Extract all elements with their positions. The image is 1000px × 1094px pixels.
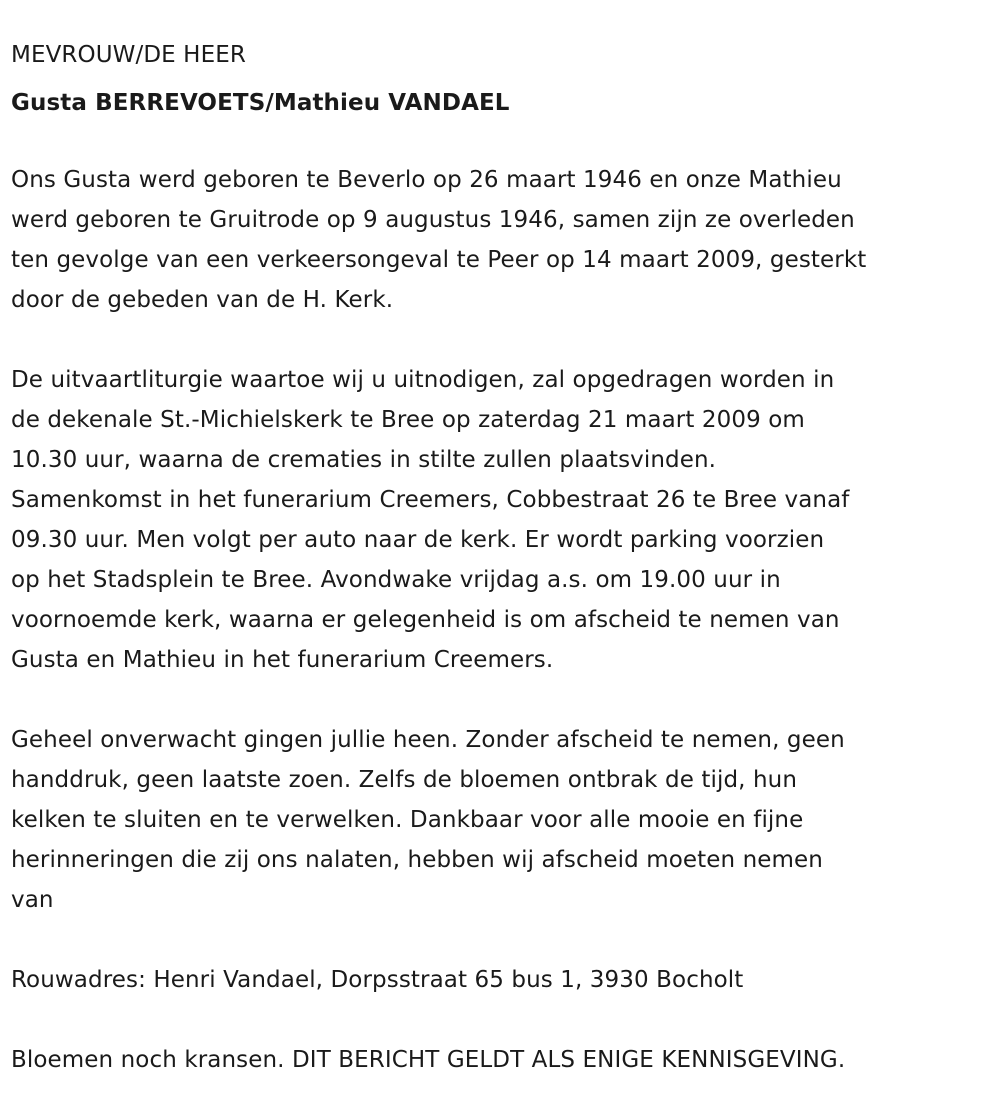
- text-line: kelken te sluiten en te verwelken. Dankbaar voor alle mooie en fijne: [11, 807, 804, 833]
- text-line: ten gevolge van een verkeersongeval te Peer op 14 maart 2009, gesterkt: [11, 247, 867, 273]
- paragraph-announcement: [11, 160, 1000, 320]
- deceased-names: Gusta BERREVOETS/Mathieu VANDAEL: [11, 90, 510, 116]
- text-line: 09.30 uur. Men volgt per auto naar de kerk. Er wordt parking voorzien: [11, 527, 825, 553]
- text-line: Gusta en Mathieu in het funerarium Creemers.: [11, 647, 554, 673]
- text-line: werd geboren te Gruitrode op 9 augustus 1946, samen zijn ze overleden: [11, 207, 855, 233]
- text-line: handdruk, geen laatste zoen. Zelfs de bloemen ontbrak de tijd, hun: [11, 767, 798, 793]
- paragraph-address: [11, 960, 1000, 1000]
- text-line: op het Stadsplein te Bree. Avondwake vrijdag a.s. om 19.00 uur in: [11, 567, 781, 593]
- paragraph-funeral-details: [11, 360, 1000, 680]
- text-line: Rouwadres: Henri Vandael, Dorpsstraat 65 bus 1, 3930 Bocholt: [11, 967, 744, 993]
- text-line: 10.30 uur, waarna de crematies in stilte zullen plaatsvinden.: [11, 447, 717, 473]
- text-line: herinneringen die zij ons nalaten, hebben wij afscheid moeten nemen: [11, 847, 823, 873]
- paragraph-notice: [11, 1040, 1000, 1080]
- text-line: Ons Gusta werd geboren te Beverlo op 26 maart 1946 en onze Mathieu: [11, 167, 842, 193]
- text-line: de dekenale St.-Michielskerk te Bree op zaterdag 21 maart 2009 om: [11, 407, 805, 433]
- text-line: voornoemde kerk, waarna er gelegenheid is om afscheid te nemen van: [11, 607, 840, 633]
- text-line: door de gebeden van de H. Kerk.: [11, 287, 394, 313]
- text-line: van: [11, 887, 54, 913]
- text-line: Samenkomst in het funerarium Creemers, Cobbestraat 26 te Bree vanaf: [11, 487, 850, 513]
- paragraph-farewell: [11, 720, 1000, 920]
- text-line: Geheel onverwacht gingen jullie heen. Zonder afscheid te nemen, geen: [11, 727, 845, 753]
- text-line: Bloemen noch kransen. DIT BERICHT GELDT ALS ENIGE KENNISGEVING.: [11, 1047, 846, 1073]
- salutation: MEVROUW/DE HEER: [11, 42, 246, 68]
- text-line: De uitvaartliturgie waartoe wij u uitnodigen, zal opgedragen worden in: [11, 367, 835, 393]
